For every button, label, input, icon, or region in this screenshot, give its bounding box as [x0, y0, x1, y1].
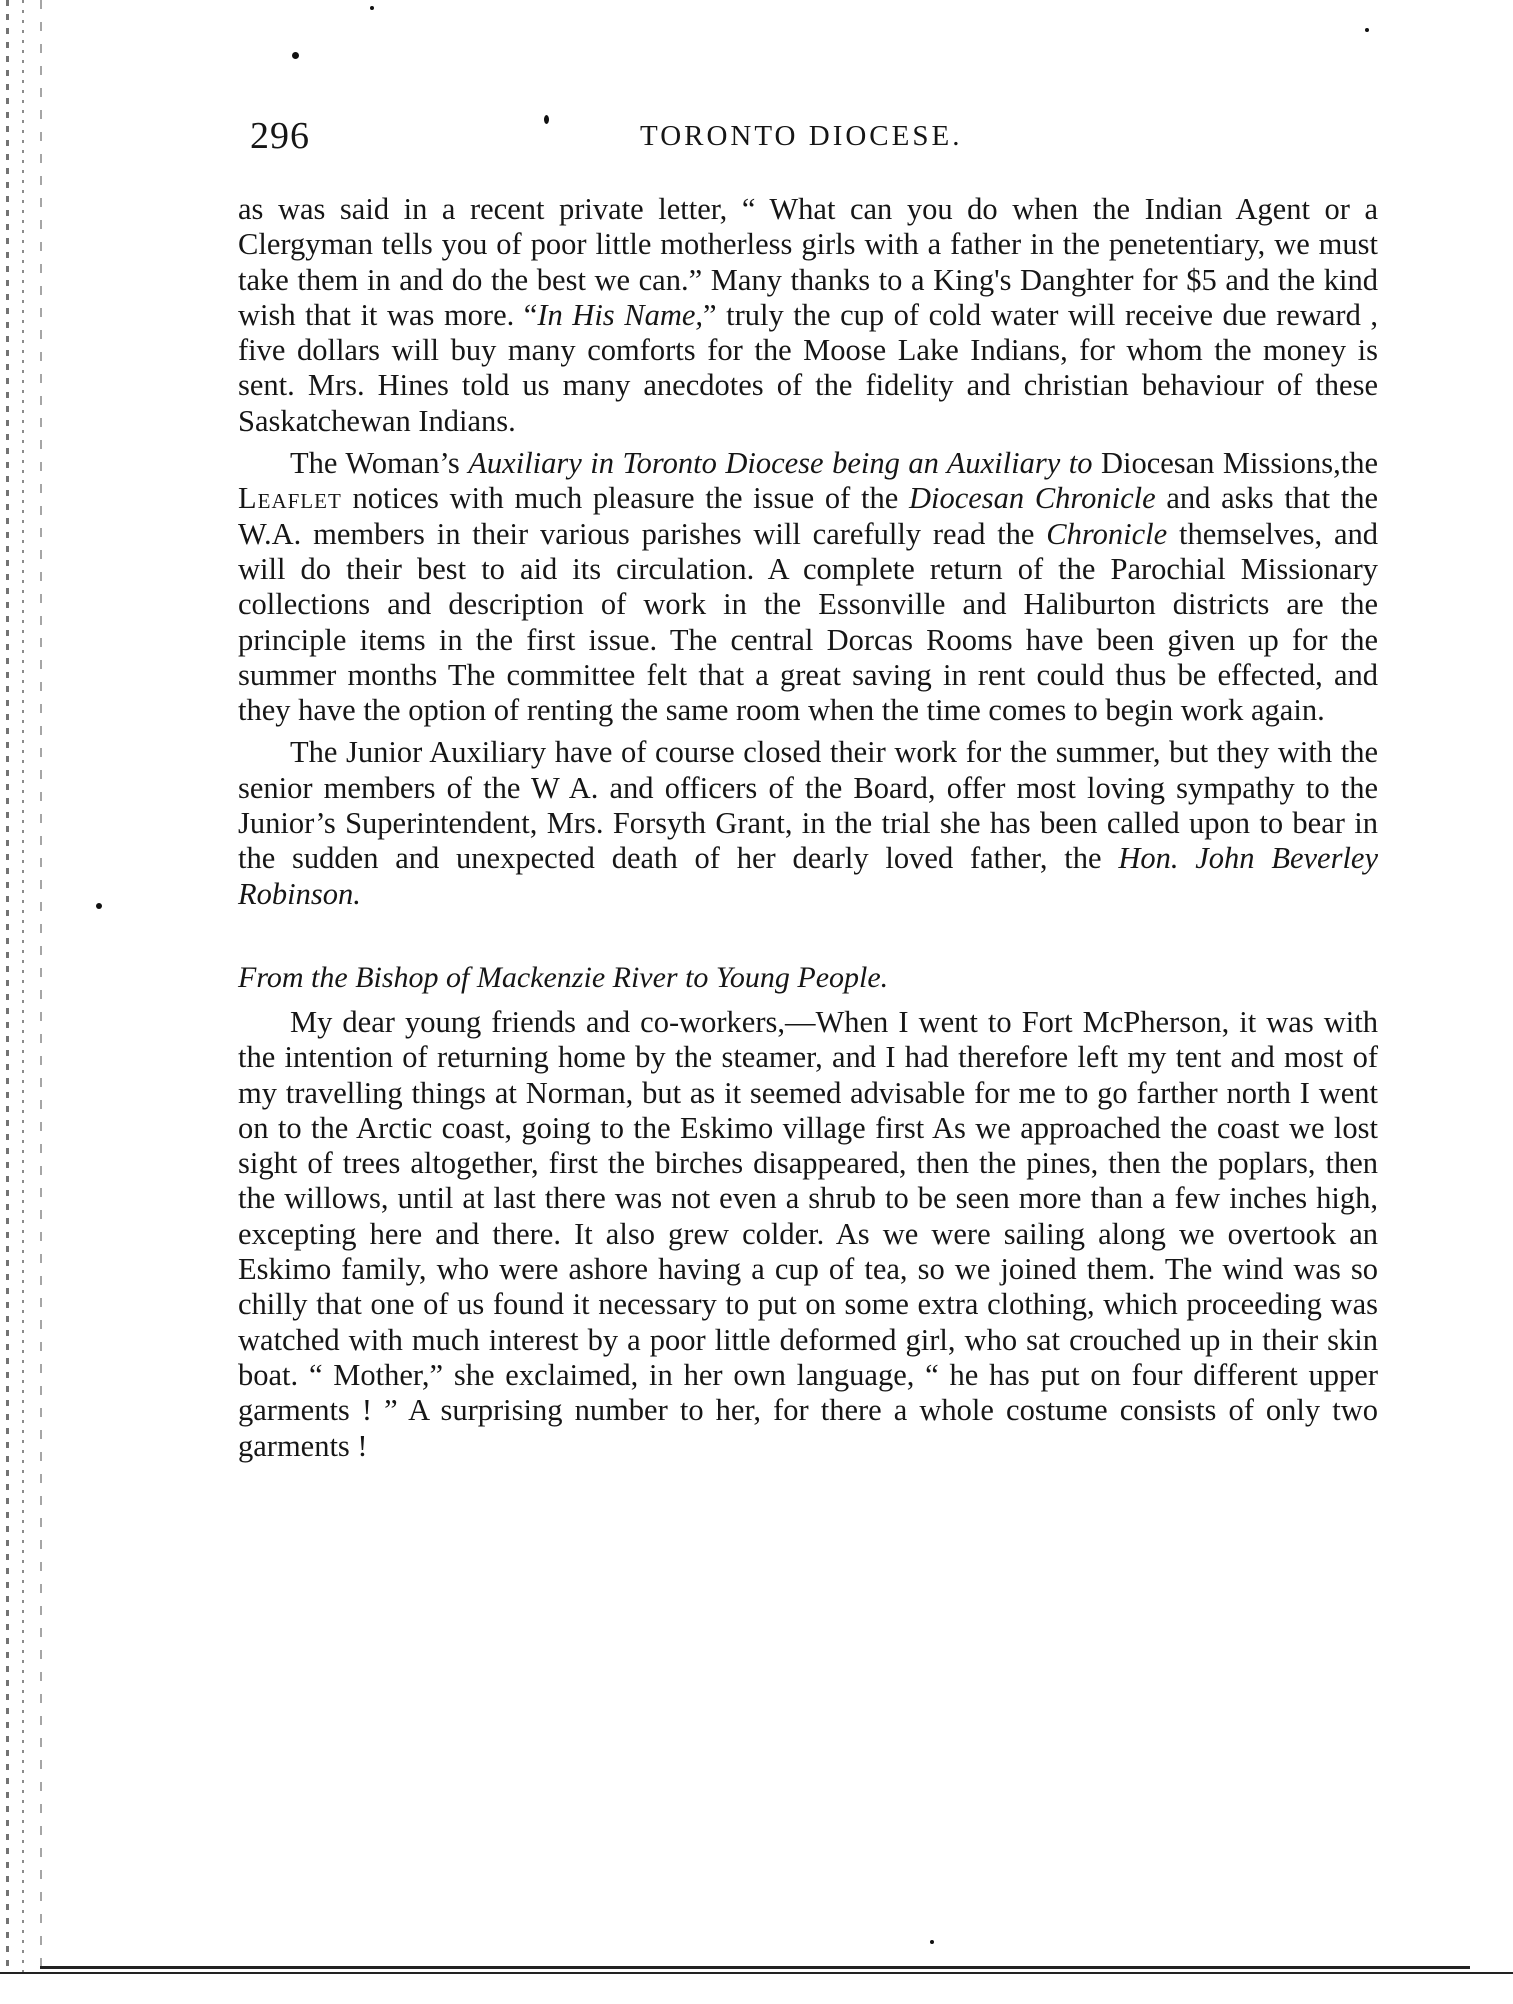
paragraph-bishop-letter: My dear young friends and co-workers,—When I went to Fort McPherson, it was with the intention of returning home by the steamer, and I had therefore left my tent and most of my travelling things at Norman, but as it seemed advisable for me to go farther north I went on to the Arctic coast, going to the Eskimo village first As we approached the coast we lost sight of trees altogether, first the birches disappeared, then the pines, then the poplars, then the willows, until at last there was not even a shrub to be seen more than a few inches high, excepting here and there. It also grew colder. As we were sailing along we overtook an Eskimo family, who were ashore having a cup of tea, so we joined them. The wind was so chilly that one of us found it necessary to put on some extra clothing, which proceeding was watched with much interest by a poor little deformed girl, who sat crouched up in their skin boat. “ Mother,” she exclaimed, in her own language, “ he has put on four different upper garments ! ” A surprising number to her, for there a whole costume consists of only two garments !: [238, 1004, 1378, 1463]
ink-speck: [96, 903, 102, 909]
ink-speck: [930, 1940, 934, 1944]
paragraph-letter-excerpt: as was said in a recent private letter, “ What can you do when the Indian Agent or a Clergyman tells you of poor little motherless girls with a father in the penetentiary, we must take them in and do the best we can.” Many thanks to a King's Danghter for $5 and the kind wish that it was more. “In His Name,” truly the cup of cold water will receive due reward , five dollars will buy many comforts for the Moose Lake Indians, for whom the money is sent. Mrs. Hines told us many anecdotes of the fidelity and christian behaviour of these Saskatchewan Indians.: [238, 192, 1378, 438]
article-title: From the Bishop of Mackenzie River to Young People.: [238, 960, 889, 994]
running-head: TORONTO DIOCESE.: [640, 120, 963, 152]
binding-edge: [0, 0, 60, 2004]
paragraph-junior-auxiliary: The Junior Auxiliary have of course closed their work for the summer, but they with the senior members of the W A. and officers of the Board, offer most loving sympathy to the Junior’s Superintendent, Mrs. Forsyth Grant, in the trial she has been called upon to bear in the sudden and unexpected death of her dearly loved father, the Hon. John Beverley Robinson.: [238, 735, 1378, 911]
ink-speck: [1365, 28, 1369, 32]
bottom-rule: [40, 1966, 1470, 1969]
page-number: 296: [250, 115, 310, 157]
body-text: [238, 192, 1378, 1464]
page-header: [250, 114, 1380, 162]
paragraph-womans-auxiliary: The Woman’s Auxiliary in Toronto Diocese being an Auxiliary to Diocesan Missions,the Leaflet notices with much pleasure the issue of the Diocesan Chronicle and asks that the W.A. members in their various parishes will carefully read the Chronicle themselves, and will do their best to aid its circulation. A complete return of the Parochial Missionary collections and description of work in the Essonville and Haliburton districts are the principle items in the first issue. The central Dorcas Rooms have been given up for the summer months The committee felt that a great saving in rent could thus be effected, and they have the option of renting the same room when the time comes to begin work again.: [238, 446, 1379, 728]
ink-speck: [370, 6, 374, 10]
ink-speck: [292, 52, 299, 59]
page-bottom-edge: [0, 1972, 1513, 2004]
